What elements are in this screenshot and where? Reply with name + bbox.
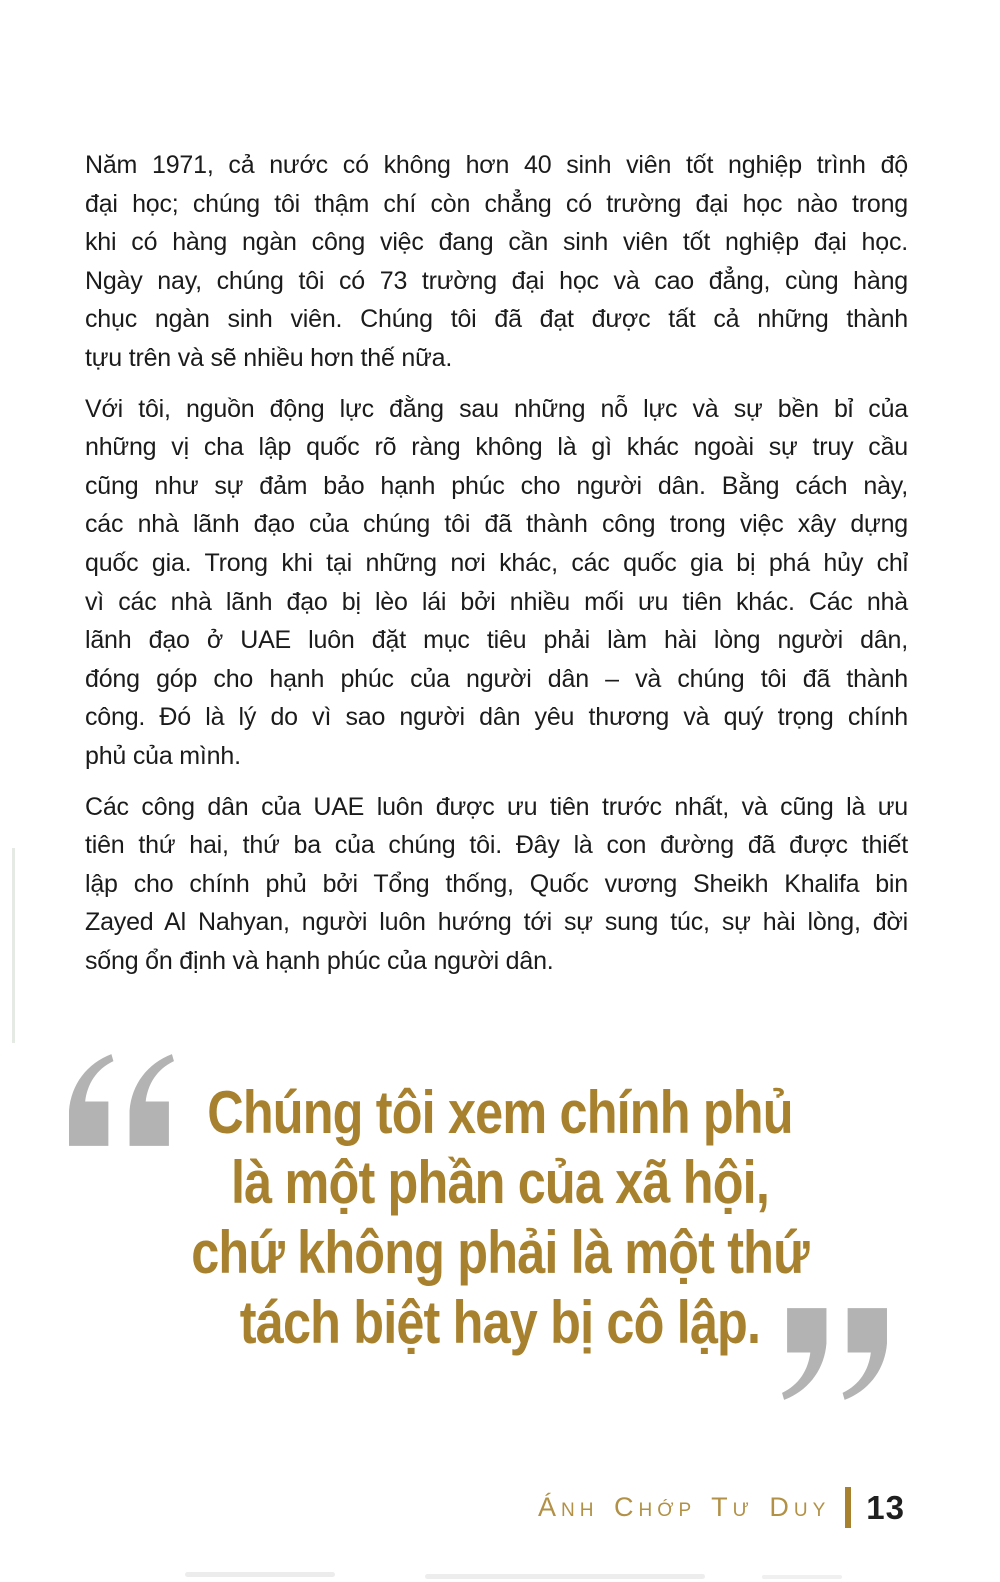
text-line: công. Đó là lý do vì sao người dân yêu thương và quý trọng chính [85,703,908,732]
footer-divider [845,1487,851,1528]
body-text [85,146,908,992]
text-line: tiên thứ hai, thứ ba của chúng tôi. Đây là con đường đã được thiết [85,831,908,860]
text-line: tách biệt hay bị cô lập. [239,1289,761,1356]
text-line: Ngày nay, chúng tôi có 73 trường đại học và cao đẳng, cùng hàng [85,266,908,295]
scan-artifact-bottom-1 [185,1572,335,1577]
running-footer [538,1487,905,1528]
scan-artifact-left-edge [12,848,15,1043]
scan-artifact-bottom-2 [425,1574,705,1579]
text-line: khi có hàng ngàn công việc đang cần sinh viên tốt nghiệp đại học. [85,228,908,257]
text-line: Năm 1971, cả nước có không hơn 40 sinh viên tốt nghiệp trình độ [85,151,908,179]
open-quote-icon [67,1052,180,1148]
text-line: sống ổn định và hạnh phúc của người dân. [85,946,554,975]
book-title: Ánh Chớp Tư Duy [538,1492,831,1522]
text-line: vì các nhà lãnh đạo bị lèo lái bởi nhiều mối ưu tiên khác. Các nhà [85,587,908,616]
quote-text [80,1078,920,1358]
text-line: cũng như sự đảm bảo hạnh phúc cho người dân. Bằng cách này, [85,471,908,500]
text-line: chục ngàn sinh viên. Chúng tôi đã đạt được tất cả những thành [85,305,908,334]
paragraph-3 [85,788,908,981]
text-line: Chúng tôi xem chính phủ [207,1079,793,1146]
paragraph-1 [85,146,908,378]
text-line: là một phần của xã hội, [231,1149,769,1216]
text-line: Zayed Al Nahyan, người luôn hướng tới sự sung túc, sự hài lòng, đời [85,908,908,937]
page-number: 13 [866,1488,905,1526]
close-quote-icon [776,1306,889,1402]
text-line: những vị cha lập quốc rõ ràng không là gì khác ngoài sự truy cầu [85,433,908,462]
scan-artifact-bottom-3 [762,1575,842,1579]
text-line: quốc gia. Trong khi tại những nơi khác, các quốc gia bị phá hủy chỉ [85,548,908,577]
text-line: Các công dân của UAE luôn được ưu tiên trước nhất, và cũng là ưu [85,792,908,821]
text-line: các nhà lãnh đạo của chúng tôi đã thành công trong việc xây dựng [85,510,908,539]
text-line: lập cho chính phủ bởi Tổng thống, Quốc vương Sheikh Khalifa bin [85,869,908,898]
text-line: Với tôi, nguồn động lực đằng sau những nỗ lực và sự bền bỉ của [85,394,908,423]
text-line: tựu trên và sẽ nhiều hơn thế nữa. [85,343,453,372]
text-line: đóng góp cho hạnh phúc của người dân – và chúng tôi đã thành [85,664,908,693]
paragraph-2 [85,390,908,776]
text-line: phủ của mình. [85,741,241,770]
text-line: lãnh đạo ở UAE luôn đặt mục tiêu phải làm hài lòng người dân, [85,626,908,655]
text-line: đại học; chúng tôi thậm chí còn chẳng có trường đại học nào trong [85,189,908,218]
text-line: chứ không phải là một thứ [191,1219,809,1286]
